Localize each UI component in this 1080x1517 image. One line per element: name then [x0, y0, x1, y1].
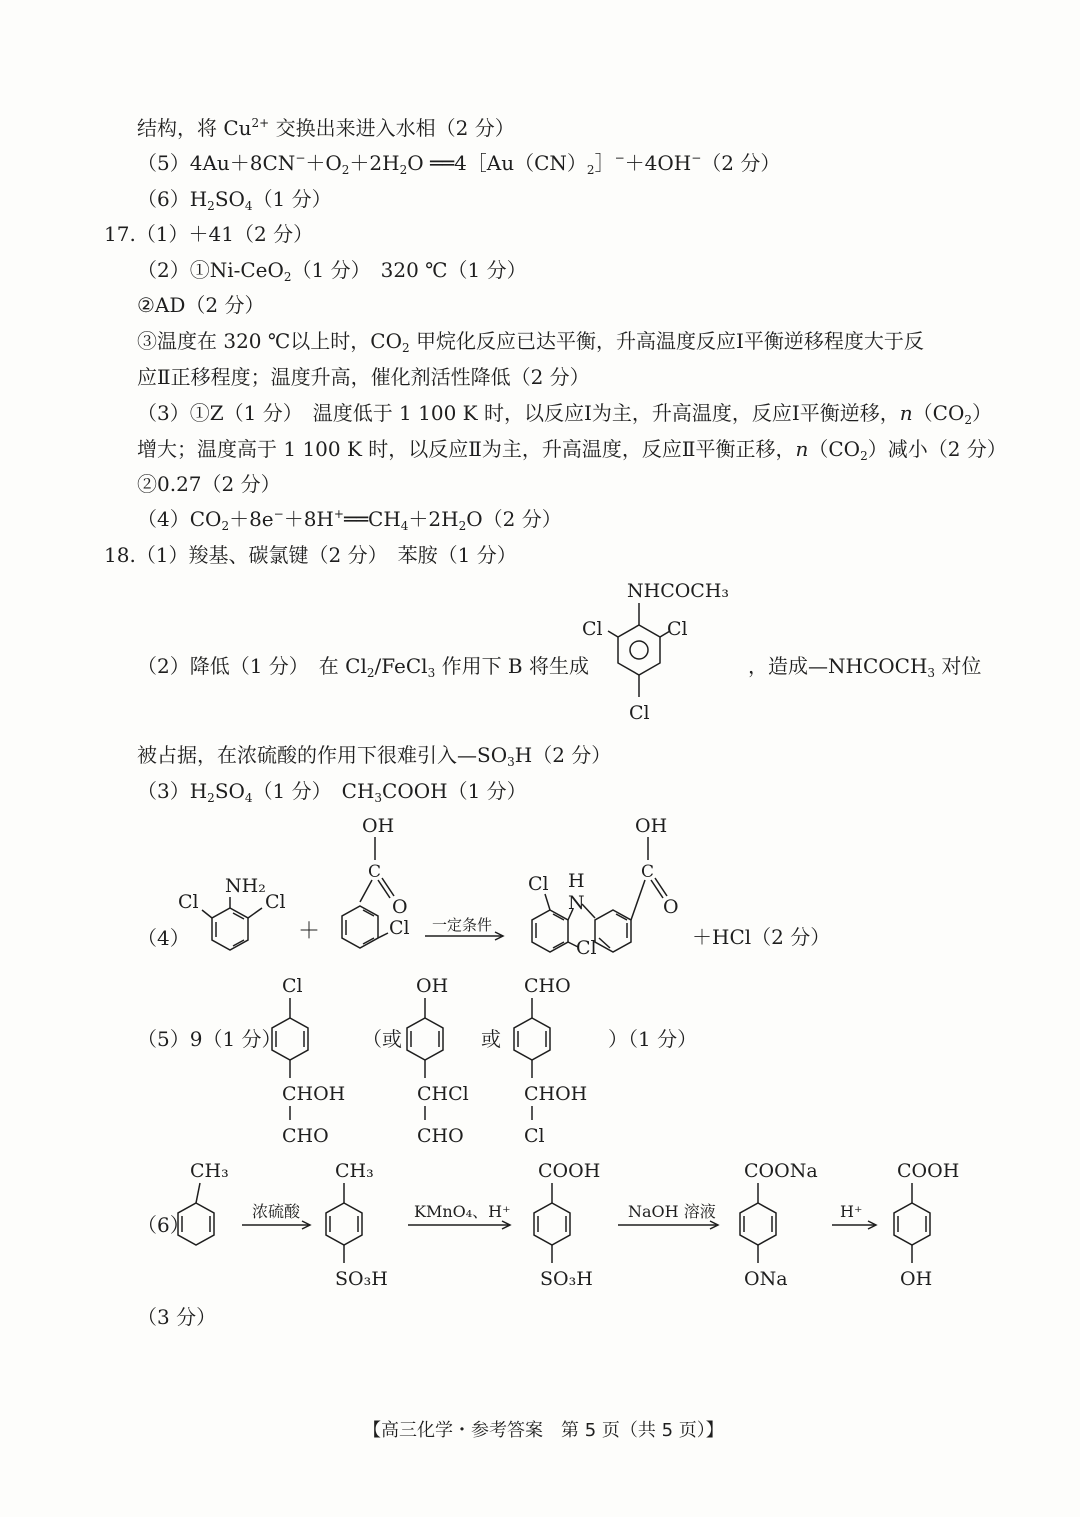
reagent-label: H⁺ — [840, 1202, 863, 1221]
q17-answer-2-1: （2）①Ni-CeO$_2$（1 分） 320 ℃（1 分） — [137, 258, 527, 284]
q18-answer-3: $(3)H_2SO_4(1$ 分） $CH_3COOH(1$ 分） — [137, 779, 527, 805]
cl-label: Cl — [667, 618, 688, 640]
cooh-label: COOH — [538, 1160, 601, 1182]
q18-answer-2-c: 被占据，在浓硫酸的作用下很难引入$—SO_3H(2$ 分） — [137, 743, 612, 769]
reagent-label: NaOH 溶液 — [628, 1202, 716, 1221]
cl-label: Cl — [582, 618, 603, 640]
q17-answer-1: 17.（1）＋41（2 分） — [104, 222, 314, 246]
cl-label: Cl — [389, 917, 410, 939]
reagent-label: 浓硫酸 — [252, 1202, 301, 1221]
carbon-label: C — [641, 862, 655, 882]
q17-answer-2-3-cont: 应Ⅱ正移程度；温度升高，催化剂活性降低（2 分） — [137, 365, 590, 389]
q18-reaction-4-scheme — [170, 810, 870, 970]
cl-label: Cl — [629, 702, 650, 724]
plus-sign: ＋ — [298, 919, 321, 944]
chcl-label: CHCl — [417, 1083, 469, 1105]
chohh-label: CHOH — [524, 1083, 588, 1105]
q18-answer-2-a: （2）降低（1 分） 在 $Cl_2/FeCl_3$ 作用下 B 将生成 — [137, 654, 589, 680]
cho-label: CHO — [282, 1125, 329, 1147]
q17-answer-3-1-cont: 增大；温度高于 1 100 K 时，以反应Ⅱ为主，升高温度，反应Ⅱ平衡正移，$n(CO_2)$减小（2 分） — [137, 437, 1007, 463]
nh2-label: NH₂ — [225, 875, 266, 897]
q17-answer-3-2: ②0.27（2 分） — [137, 472, 281, 496]
q17-answer-2-2: ②AD（2 分） — [137, 293, 265, 317]
q16-answer-6: $(6)H_2SO_4(1$ 分） — [137, 187, 332, 213]
q17-answer-4: $(4)CO_2+8e^-+8H^+══CH_4+2H_2O(2$ 分） — [137, 507, 562, 533]
oh-label: OH — [362, 815, 395, 837]
q18-answer-6-points: （3 分） — [137, 1305, 217, 1329]
cho-label: CHO — [417, 1125, 464, 1147]
or-text: （或 — [362, 1027, 402, 1051]
cooh-label: COOH — [897, 1160, 960, 1182]
coona-label: COONa — [744, 1160, 818, 1182]
q18-answer-2-b: ，造成$—NHCOCH_3$ 对位 — [748, 654, 982, 680]
hydrogen-label: H — [568, 870, 585, 892]
q17-answer-2-3: ③温度在 320 ℃以上时，$CO_2$ 甲烷化反应已达平衡，升高温度反应Ⅰ平衡逆移程度大于反 — [137, 329, 924, 355]
cl-label: Cl — [576, 937, 597, 959]
oh-label: OH — [635, 815, 668, 837]
cl-label: Cl — [282, 975, 303, 997]
ch3-label: CH₃ — [190, 1160, 229, 1182]
nitrogen-label: N — [568, 892, 585, 914]
q18-answer-1: 18.（1）羧基、碳氯键（2 分） 苯胺（1 分） — [104, 543, 517, 567]
so3h-label: SO₃H — [335, 1268, 388, 1290]
nhcoch3-label: NHCOCH₃ — [627, 580, 730, 602]
ch3-label: CH₃ — [335, 1160, 374, 1182]
q18-answer-5-tail: ）（1 分） — [608, 1027, 698, 1051]
page-footer: 【高三化学・参考答案 第 5 页（共 5 页）】 — [363, 1420, 724, 1441]
oh-label: OH — [900, 1268, 933, 1290]
ona-label: ONa — [744, 1268, 788, 1290]
hcl-product: ＋HCl（2 分） — [692, 925, 831, 949]
reaction-condition: 一定条件 — [432, 916, 493, 934]
q18-synthesis-route — [170, 1155, 990, 1295]
q18-answer-6-label: （6） — [137, 1213, 190, 1237]
q18-answer-5-label: （5）9（1 分） — [137, 1027, 282, 1051]
or-text: 或 — [481, 1027, 501, 1051]
cl-label: Cl — [528, 873, 549, 895]
oxygen-label: O — [663, 896, 679, 918]
trichloroacetanilide-structure — [575, 575, 730, 735]
q18-isomers — [260, 970, 620, 1150]
oh-label: OH — [416, 975, 449, 997]
q17-answer-3-1: （3）①Z（1 分） 温度低于 1 100 K 时，以反应Ⅰ为主，升高温度，反应Ⅰ平衡逆移，$n(CO_2)$ — [137, 401, 993, 427]
cho-label: CHO — [524, 975, 571, 997]
carbon-label: C — [368, 862, 382, 882]
cl-label: Cl — [524, 1125, 545, 1147]
q18-answer-4-label: （4） — [137, 926, 190, 950]
cl-label: Cl — [178, 891, 199, 913]
so3h-label: SO₃H — [540, 1268, 593, 1290]
reagent-label: KMnO₄、H⁺ — [414, 1202, 511, 1221]
cl-label: Cl — [265, 891, 286, 913]
oxygen-label: O — [392, 896, 408, 918]
q16-answer-line-1: 结构，将 $Cu^{2+}$ 交换出来进入水相（2 分） — [137, 116, 515, 140]
q16-answer-5: $(5)4Au+8CN^-+O_2+2H_2O$ $══4[Au(CN)_2]^-+4OH^-(2$ 分） — [137, 151, 781, 177]
chohh-label: CHOH — [282, 1083, 346, 1105]
